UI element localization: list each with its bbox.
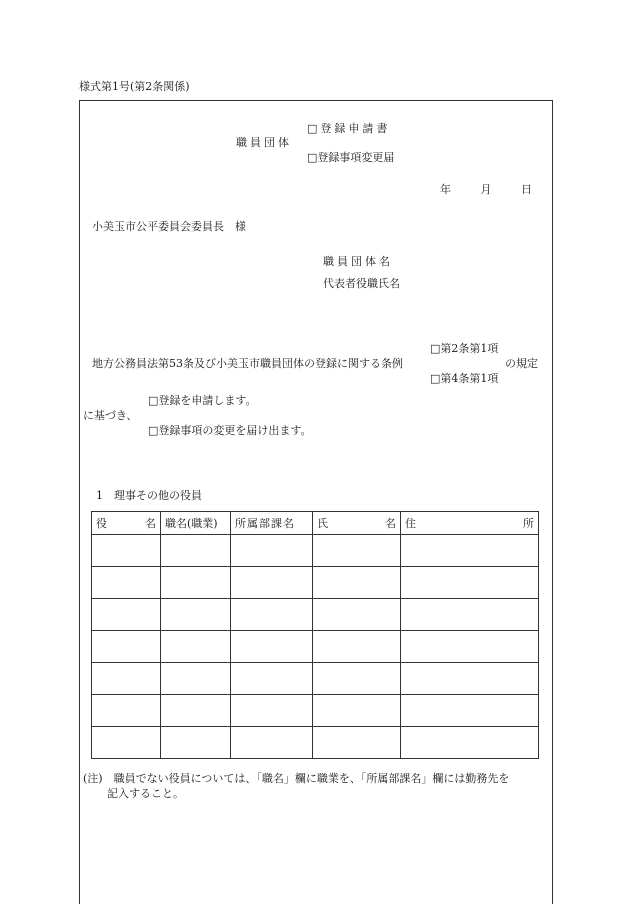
option-change: □登録事項変更届 xyxy=(307,151,395,164)
header-org: 職員団体 xyxy=(236,136,292,149)
table-header-row xyxy=(92,512,539,535)
date-month: 月 xyxy=(480,183,492,196)
table-cell xyxy=(92,535,161,567)
clause-b: □第4条第1項 xyxy=(430,372,499,385)
table-cell xyxy=(161,535,231,567)
table-cell xyxy=(92,695,161,727)
date-line xyxy=(440,183,532,197)
applicant-representative: 代表者役職氏名 xyxy=(323,277,400,290)
table-row xyxy=(92,567,539,599)
header-text-end: 名 xyxy=(145,517,156,530)
table-cell xyxy=(313,727,401,759)
header-text-end: 名 xyxy=(385,517,396,530)
col-name xyxy=(313,512,401,535)
table-cell xyxy=(401,535,539,567)
table-row xyxy=(92,599,539,631)
note-line-1: (注) 職員でない役員については、「職名」欄に職業を、「所属部課名」欄には勤務先を xyxy=(83,772,510,785)
table-row xyxy=(92,695,539,727)
table-cell xyxy=(161,631,231,663)
table-cell xyxy=(161,695,231,727)
officers-table xyxy=(91,511,539,759)
table-cell xyxy=(92,727,161,759)
addressee: 小美玉市公平委員会委員長 様 xyxy=(92,220,246,233)
suffix: の規定 xyxy=(505,357,538,370)
table-cell xyxy=(401,695,539,727)
table-cell xyxy=(313,695,401,727)
header-text-start: 住 xyxy=(405,517,416,530)
table-cell xyxy=(161,727,231,759)
table-cell xyxy=(231,535,313,567)
law-text: 地方公務員法第53条及び小美玉市職員団体の登録に関する条例 xyxy=(92,357,403,370)
table-cell xyxy=(313,663,401,695)
table-cell xyxy=(161,599,231,631)
form-number: 様式第1号(第2条関係) xyxy=(79,80,190,93)
table-cell xyxy=(92,631,161,663)
applicant-org-name: 職員団体名 xyxy=(323,255,393,268)
header-text-start: 氏 xyxy=(317,517,328,530)
table-cell xyxy=(313,535,401,567)
table-cell xyxy=(231,631,313,663)
date-day: 日 xyxy=(521,183,532,196)
table-cell xyxy=(401,567,539,599)
table-row xyxy=(92,535,539,567)
table-cell xyxy=(92,599,161,631)
option-register: □登録申請書 xyxy=(307,122,391,135)
table-row xyxy=(92,663,539,695)
col-title: 職名(職業) xyxy=(161,512,231,535)
table-cell xyxy=(231,727,313,759)
table-cell xyxy=(92,663,161,695)
table-cell xyxy=(92,567,161,599)
table-cell xyxy=(401,663,539,695)
table-cell xyxy=(231,663,313,695)
table-cell xyxy=(161,567,231,599)
date-year: 年 xyxy=(440,183,451,196)
based-on: に基づき、 xyxy=(83,409,138,422)
table-cell xyxy=(161,663,231,695)
col-department: 所属部課名 xyxy=(231,512,313,535)
table-cell xyxy=(231,695,313,727)
table-row xyxy=(92,727,539,759)
table-cell xyxy=(401,599,539,631)
table-cell xyxy=(313,631,401,663)
table-cell xyxy=(313,599,401,631)
table-cell xyxy=(401,631,539,663)
table-row xyxy=(92,631,539,663)
section-title: 1 理事その他の役員 xyxy=(96,489,202,502)
col-address xyxy=(401,512,539,535)
table-cell xyxy=(231,599,313,631)
table-cell xyxy=(401,727,539,759)
header-text-start: 役 xyxy=(96,517,107,530)
col-role xyxy=(92,512,161,535)
header-text-end: 所 xyxy=(523,517,534,530)
table-cell xyxy=(313,567,401,599)
note-line-2: 記入すること。 xyxy=(107,787,184,800)
opt-apply: □登録を申請します。 xyxy=(148,394,257,407)
opt-notify: □登録事項の変更を届け出ます。 xyxy=(148,424,312,437)
table-cell xyxy=(231,567,313,599)
clause-a: □第2条第1項 xyxy=(430,342,499,355)
